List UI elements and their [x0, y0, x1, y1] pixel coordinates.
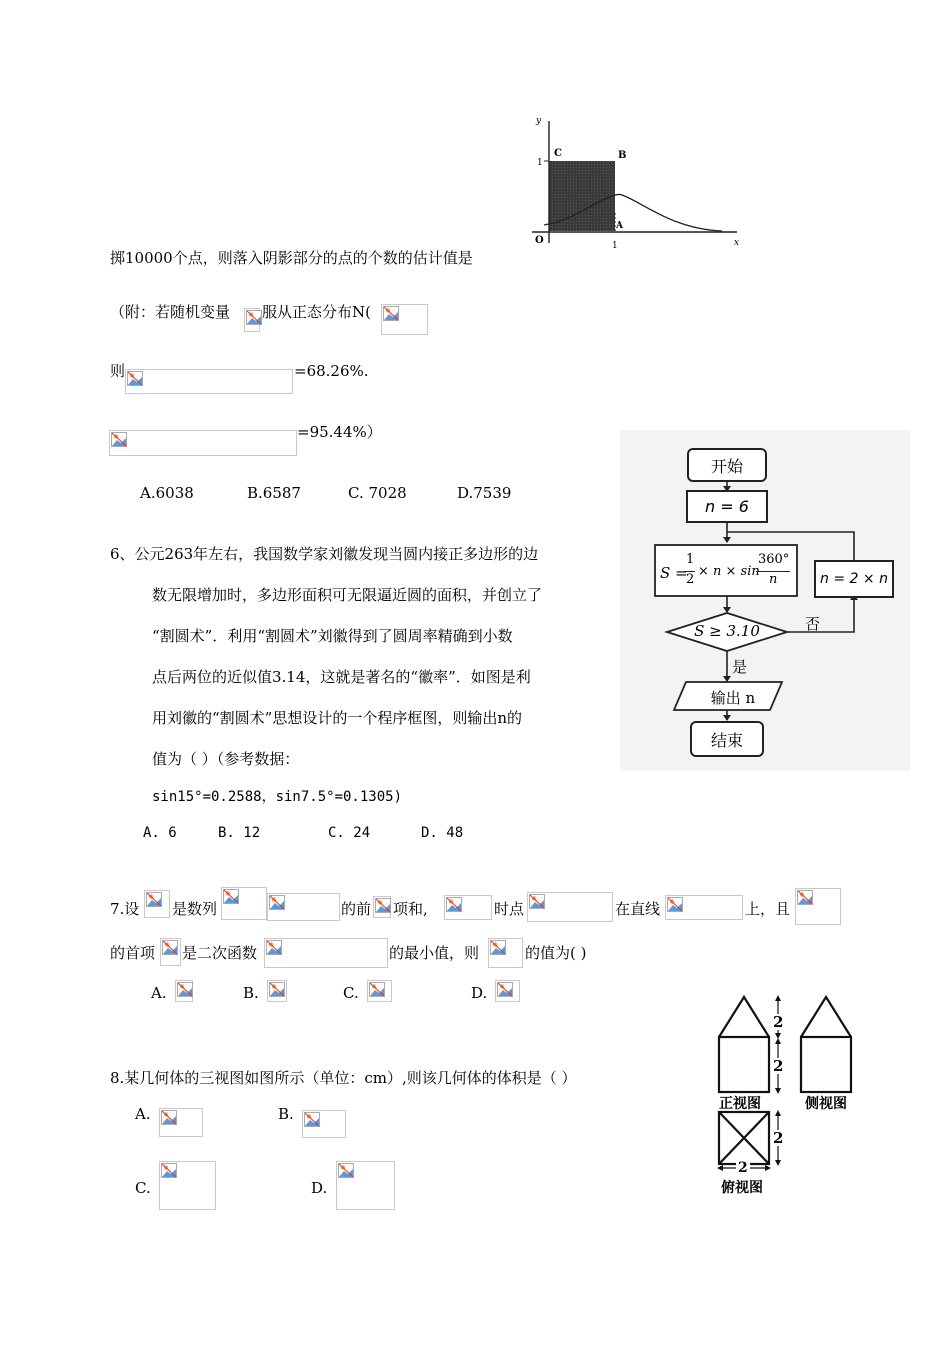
- normal-distribution-graph: [522, 113, 750, 265]
- frac-num: 1: [686, 552, 695, 567]
- dim-mid: 2: [773, 1057, 784, 1075]
- q7-text-a: 7.设: [110, 900, 140, 918]
- q8-option-b: B.: [278, 1105, 294, 1123]
- q7-text-2d: 的值为( ): [525, 944, 587, 962]
- q7-option-a: A.: [151, 984, 167, 1002]
- broken-image: [665, 895, 743, 920]
- q7-text-e: 时点: [494, 900, 525, 918]
- q8-line-1: 8.某几何体的三视图如图所示（单位：cm）,则该几何体的体积是（ ）: [110, 1069, 577, 1087]
- broken-image: [367, 980, 392, 1002]
- flow-output: 输出 n: [710, 689, 756, 707]
- q7-option-d: D.: [471, 984, 488, 1002]
- broken-image: [264, 938, 388, 968]
- broken-image: [795, 888, 841, 925]
- q6-line-4: 点后两位的近似值3.14，这就是著名的“徽率”．如图是利: [152, 668, 531, 686]
- q5-option-b: B.6587: [247, 484, 301, 502]
- top-view-label: 俯视图: [721, 1180, 763, 1196]
- y-one-label: 1: [537, 158, 543, 168]
- q5-option-c: C. 7028: [348, 484, 407, 502]
- q5-p2: =95.44%）: [297, 423, 382, 441]
- broken-image: [244, 308, 260, 332]
- q7-text-2b: 是二次函数: [182, 944, 258, 962]
- q8-option-a: A.: [135, 1105, 151, 1123]
- broken-image: [381, 304, 428, 335]
- dim-top: 2: [773, 1013, 784, 1031]
- q6-line-3: “割圆术”．利用“割圆术”刘徽得到了圆周率精确到小数: [152, 627, 513, 645]
- q5-then-prefix: 则: [110, 362, 126, 380]
- q6-option-b: B. 12: [218, 825, 261, 841]
- flow-end: 结束: [690, 721, 764, 757]
- broken-image: [109, 430, 297, 456]
- flow-start: 开始: [687, 448, 767, 482]
- three-view-diagram: [712, 992, 862, 1197]
- q6-line-1: 6、公元263年左右，我国数学家刘徽发现当圆内接正多边形的边: [110, 545, 539, 563]
- broken-image: [527, 892, 613, 922]
- q7-text-g: 上，且: [745, 900, 791, 918]
- broken-image: [159, 1161, 216, 1210]
- q6-line-6: 值为（ ）（参考数据：: [152, 750, 300, 768]
- flow-no-label: 否: [805, 615, 821, 633]
- frac-den: 2: [686, 572, 695, 587]
- q7-text-f: 在直线: [615, 900, 661, 918]
- q6-line-2: 数无限增加时，多边形面积可无限逼近圆的面积，并创立了: [152, 586, 543, 604]
- q7-option-c: C.: [343, 984, 359, 1002]
- q8-option-c: C.: [135, 1179, 151, 1197]
- x-axis-label: x: [734, 238, 740, 248]
- broken-image: [495, 980, 520, 1002]
- y-axis-label: y: [536, 116, 542, 126]
- flow-condition: S ≥ 3.10: [694, 622, 760, 640]
- q7-text-d: 项和,: [393, 900, 428, 918]
- broken-image: [488, 938, 523, 968]
- q7-text-b: 是数列: [172, 900, 218, 918]
- broken-image: [444, 895, 492, 920]
- broken-image: [175, 980, 193, 1002]
- broken-image: [125, 369, 293, 394]
- q5-option-a: A.6038: [140, 484, 194, 502]
- broken-image: [160, 938, 181, 966]
- q5-p1: =68.26%.: [294, 362, 369, 380]
- flow-yes-label: 是: [732, 658, 748, 676]
- q7-option-b: B.: [243, 984, 259, 1002]
- q5-note-prefix: （附：若随机变量: [110, 303, 231, 321]
- flow-init: n = 6: [686, 490, 768, 523]
- q6-line-7: sin15°=0.2588，sin7.5°=0.1305): [152, 789, 403, 805]
- q5-option-d: D.7539: [457, 484, 512, 502]
- point-a-label: A: [616, 221, 623, 231]
- side-view-label: 侧视图: [805, 1096, 847, 1112]
- broken-image: [267, 893, 340, 921]
- x-one-label: 1: [612, 241, 618, 251]
- broken-image: [144, 890, 170, 918]
- angle-num: 360°: [758, 552, 790, 567]
- flowchart-panel: [620, 430, 910, 771]
- broken-image: [302, 1110, 346, 1138]
- dim-bottom: 2: [738, 1160, 748, 1176]
- point-c-label: C: [554, 148, 562, 159]
- flow-compute-s: [658, 552, 794, 592]
- broken-image: [336, 1161, 395, 1210]
- q8-option-d: D.: [311, 1179, 328, 1197]
- q7-text-2a: 的首项: [110, 944, 156, 962]
- angle-den: n: [769, 572, 778, 587]
- q7-text-2c: 的最小值，则: [389, 944, 480, 962]
- q7-text-c: 的前: [341, 900, 372, 918]
- q5-note-mid: 服从正态分布N(: [262, 303, 371, 321]
- point-b-label: B: [618, 150, 627, 161]
- q6-option-c: C. 24: [328, 825, 371, 841]
- q6-option-a: A. 6: [143, 825, 177, 841]
- broken-image: [221, 887, 267, 920]
- broken-image: [267, 980, 287, 1002]
- dim-right: 2: [773, 1129, 784, 1147]
- mid-expr: × n × sin: [698, 564, 760, 579]
- front-view-label: 正视图: [719, 1096, 761, 1112]
- origin-label: O: [535, 235, 544, 246]
- broken-image: [373, 896, 391, 918]
- s-equals: S =: [660, 564, 688, 582]
- flow-update: n = 2 × n: [814, 560, 894, 598]
- broken-image: [159, 1108, 203, 1137]
- q6-option-d: D. 48: [421, 825, 464, 841]
- q5-line-1: 掷10000个点，则落入阴影部分的点的个数的估计值是: [110, 249, 473, 267]
- q6-line-5: 用刘徽的“割圆术”思想设计的一个程序框图，则输出n的: [152, 709, 522, 727]
